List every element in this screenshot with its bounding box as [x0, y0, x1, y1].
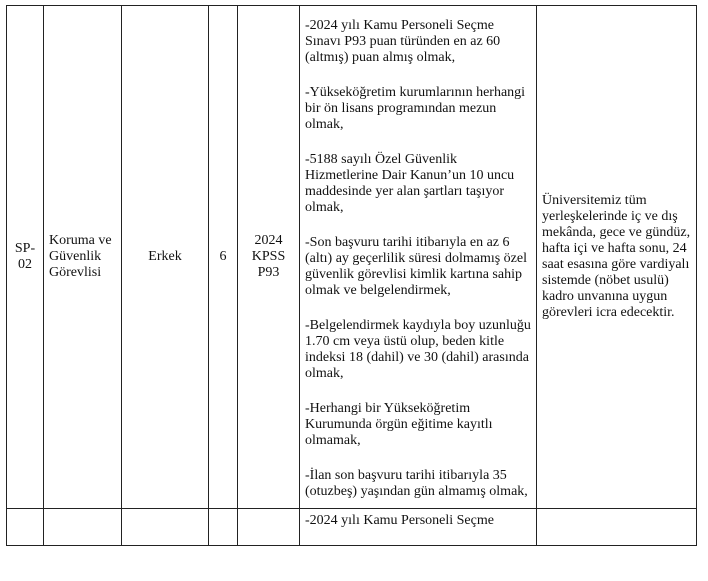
gender-requirement: Erkek	[122, 6, 209, 509]
requirement-item: -2024 yılı Kamu Personeli Seçme Sınavı P93 puan türünden en az 60 (altmış) puan almış olmak,	[305, 18, 501, 65]
requirement-item: -2024 yılı Kamu Personeli Seçme	[305, 513, 494, 528]
requirement-item: -5188 sayılı Özel Güvenlik Hizmetlerine Dair Kanun’un 10 uncu maddesinde yer alan şartları taşıyor olmak,	[305, 152, 515, 215]
table-row	[7, 509, 697, 546]
duty-description: Üniversitemiz tüm yerleşkelerinde iç ve dış mekânda, gece ve gündüz, hafta içi ve hafta sonu, 24 saat esasına göre vardiyalı sistemde (nöbet usulü) kadro unvanına uygun görevleri icra edecektir.	[537, 6, 697, 509]
requirement-item: -Belgelendirmek kaydıyla boy uzunluğu 1.70 cm veya üstü olup, beden kitle indeksi 18 (dahil) ve 30 (dahil) arasında olmak,	[305, 318, 531, 381]
table-row	[7, 6, 697, 509]
score-type: 2024 KPSS P93	[238, 6, 300, 509]
position-count: 6	[209, 6, 238, 509]
position-title: Koruma ve Güvenlik Görevlisi	[44, 6, 122, 509]
requirement-item: -İlan son başvuru tarihi itibarıyla 35 (otuzbeş) yaşından gün almamış olmak,	[305, 468, 528, 499]
position-code: SP-02	[7, 6, 44, 509]
requirement-item: -Son başvuru tarihi itibarıyla en az 6 (altı) ay geçerlilik süresi dolmamış özel güvenlik görevlisi kimlik kartına sahip olmak ve belgelendirmek,	[305, 235, 527, 298]
positions-table	[6, 5, 697, 546]
requirement-item: -Yükseköğretim kurumlarının herhangi bir ön lisans programından mezun olmak,	[305, 85, 526, 132]
requirements-cell	[300, 6, 537, 509]
requirements-cell	[300, 509, 537, 546]
requirement-item: -Herhangi bir Yükseköğretim Kurumunda örgün eğitime kayıtlı olmamak,	[305, 401, 493, 448]
